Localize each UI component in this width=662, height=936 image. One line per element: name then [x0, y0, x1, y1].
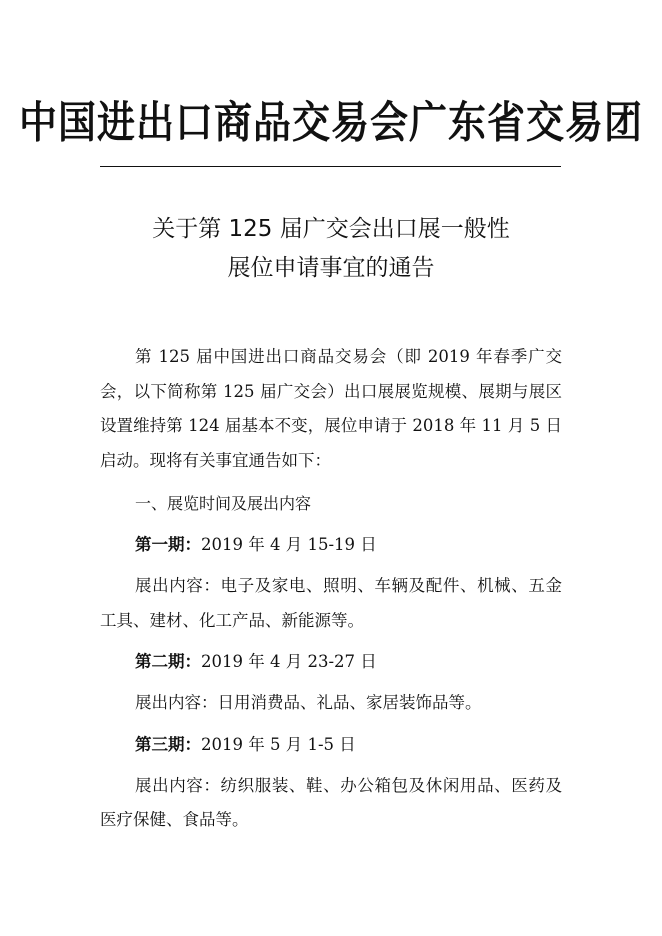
- notice-body: [100, 340, 562, 838]
- header-divider: [100, 166, 561, 167]
- notice-title: [0, 210, 662, 288]
- notice-title-line-2: 展位申请事宜的通告: [227, 255, 435, 281]
- phase-3-label: 第三期：: [135, 734, 201, 754]
- phase-2-label: 第二期：: [135, 652, 201, 671]
- phase-1-content: 展出内容：电子及家电、照明、车辆及配件、机械、五金工具、建材、化工产品、新能源等。: [100, 576, 562, 630]
- phase-2-line: [100, 645, 562, 679]
- phase-3-content: 展出内容：纺织服装、鞋、办公箱包及休闲用品、医药及医疗保健、食品等。: [100, 775, 562, 829]
- phase-2-dates: 2019 年 4 月 23-27 日: [201, 652, 377, 671]
- section-heading: 一、展览时间及展出内容: [135, 494, 312, 513]
- phase-1-line: [100, 528, 562, 562]
- phase-3-line: [100, 728, 562, 762]
- phase-1-dates: 2019 年 4 月 15-19 日: [201, 535, 377, 554]
- intro-paragraph: 第 125 届中国进出口商品交易会（即 2019 年春季广交会，以下简称第 125 届广交会）出口展展览规模、展期与展区设置维持第 124 届基本不变，展位申请于 2018 年 11 月 5 日启动。现将有关事宜通告如下：: [100, 347, 562, 470]
- organization-title: 中国进出口商品交易会广东省交易团: [18, 97, 643, 148]
- notice-title-line-1: 关于第 125 届广交会出口展一般性: [152, 216, 510, 242]
- phase-2-content: 展出内容：日用消费品、礼品、家居装饰品等。: [135, 693, 482, 712]
- phase-1-label: 第一期：: [135, 535, 201, 554]
- phase-3-dates: 2019 年 5 月 1-5 日: [201, 734, 356, 754]
